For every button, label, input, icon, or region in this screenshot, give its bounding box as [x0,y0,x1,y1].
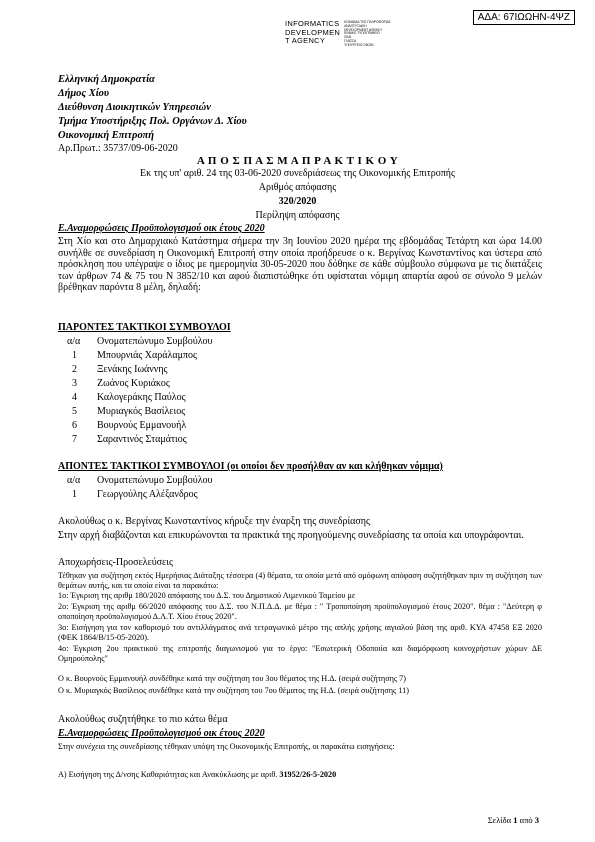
col-number-header: α/α [67,336,81,347]
col-number-header: α/α [67,475,81,486]
member-arrival-note: Ο κ. Βουρνούς Εμμανουήλ συνδέθηκε κατά την συζήτηση του 3ου θέματος της Η.Δ. (σειρά συζήτησης 7) [58,674,406,683]
member-name: Γεωργούλης Αλέξανδρος [97,489,198,500]
extra-agenda-item-4: 4ο: Έγκριση 2ου πρακτικού της επιτροπής διαγωνισμού για το έργο: "Εσωτερική Οδοποιία και διαμόρφωση κοινοχρήστων χώρων ΔΕ Ομηρούπολης" [58,644,542,663]
logo-subline: ΑΝΑΠΤΥΞΙΑΚΗ [344,23,367,28]
proposals-intro: Στην συνέχεια της συνεδρίασης τέθηκαν υπόψη της Οικονομικής Επιτροπής, οι παρακάτω εισηγήσεις: [58,742,395,751]
logo-subline: ΥΠΟΥΡΓΕΙΟ ΟΙΚΟΝ. [344,42,375,47]
row-number: 4 [72,392,77,403]
proposal-a-text: Α) Εισήγηση της Δ/νσης Καθαριότητας και Ανακύκλωσης με αριθ. [58,770,280,779]
decision-number: 320/2020 [278,196,317,207]
member-name: Καλογεράκης Παύλος [97,392,186,403]
logo-line: INFORMATICS [285,19,340,28]
session-opening: Ακολούθως ο κ. Βεργίνας Κωνσταντίνος κήρυξε την έναρξη της συνεδρίασης [58,516,370,527]
session-line: Εκ της υπ' αριθ. 24 της 03-06-2020 συνεδριάσεως της Οικονομικής Επιτροπής [140,168,455,179]
discussed-topic-subject: Ε.Αναμορφώσεις Προϋπολογισμού οικ έτους 2020 [58,728,265,739]
discussed-topic-label: Ακολούθως συζητήθηκε το πιο κάτω θέμα [58,714,228,725]
page-of: από [519,815,533,825]
col-name-header: Ονοματεπώνυμο Συμβούλου [97,336,213,347]
present-members-heading: ΠΑΡΟΝΤΕΣ ΤΑΚΤΙΚΟΙ ΣΥΜΒΟΥΛΟΙ [58,322,231,333]
row-number: 3 [72,378,77,389]
extra-agenda-item-3: 3ο: Εισήγηση για τον καθορισμό του αντιλλάγματος ανά τετραγωνικό μέτρο της απλής χρήσης αιγιαλού βάση της αριθ. ΚΥΑ 47458 ΕΞ 2020 (ΦΕΚ 1864/Β/15-05-2020). [58,623,542,642]
summary-label: Περίληψη απόφασης [255,210,340,221]
departures-arrivals-label: Αποχωρήσεις-Προσελεύσεις [58,557,173,568]
absent-members-heading: ΑΠΟΝΤΕΣ ΤΑΚΤΙΚΟΙ ΣΥΜΒΟΥΛΟΙ (οι οποίοι δεν προσήλθαν αν και κλήθηκαν νόμιμα) [58,461,443,472]
col-name-header: Ονοματεπώνυμο Συμβούλου [97,475,213,486]
logo-subline: ΓΛΩΣΣΑ [344,38,357,43]
row-number: 1 [72,489,77,500]
header-directorate: Διεύθυνση Διοικητικών Υπηρεσιών [58,102,211,113]
row-number: 2 [72,364,77,375]
extra-agenda-intro: Τέθηκαν για συζήτηση εκτός Ημερήσιας Διάταξης τέσσερα (4) θέματα, τα οποία μετά από ομόφωνη απόφαση συζητήθηκαν πριν τη συζήτηση των θεμάτων αυτής, και τα οποία είναι τα παρακάτω: [58,571,542,590]
ada-code: ΑΔΑ: 67ΙΩΩΗΝ-4ΨΖ [473,10,575,25]
member-name: Μπουρνιάς Χαράλαμπος [97,350,197,361]
logo-subline: ΣΚΑΙ [344,35,352,40]
extra-agenda-item-1: 1ο: Έγκριση της αριθμ 180/2020 απόφασης του Δ.Σ. του Δημοτικού Λιμενικού Ταμείου με [58,591,356,600]
header-republic: Ελληνική Δημοκρατία [58,74,155,85]
decision-subject: Ε.Αναμορφώσεις Προϋπολογισμού οικ έτους 2020 [58,223,265,234]
intro-paragraph: Στη Χίο και στο Δημαρχιακό Κατάστημα σήμερα την 3η Ιουνίου 2020 ημέρα της εβδομάδας Τετάρτη και ώρα 14.00 συνήλθε σε συνεδρίαση η Οικονομική Επιτροπή στην οποία προήδρευσε ο κ. Βεργίνας Κωνσταντίνος και ύστερα από πρόσκληση που υπέγραψε ο ίδιος με ημερομηνία 30-05-2020 που δόθηκε σε κάθε σύμβουλο σύμφωνα με τις διατάξεις των άρθρων 74 & 75 του Ν 3852/10 και αφού διαπιστώθηκε ότι υφίσταται νόμιμη απαρτία αφού σε σύνολο 9 μελών βρέθηκαν παρόντα 8 μέλη, δηλαδή: [58,236,542,294]
header-committee: Οικονομική Επιτροπή [58,130,155,141]
logo-line: DEVELOPMEN [285,27,341,37]
member-name: Βουρνούς Εμμανουήλ [97,420,187,431]
page-number: 1 [513,815,518,825]
logo-subline: ΕΘΝΙΚΟ ΤΥΠΟΓΡΑΦΕΙΟ [344,31,380,36]
header-department: Τμήμα Υποστήριξης Πολ. Οργάνων Δ. Χίου [58,116,247,127]
member-name: Ξενάκης Ιωάννης [97,364,168,375]
document-title: Α Π Ο Σ Π Α Σ Μ Α Π Ρ Α Κ Τ Ι Κ Ο Υ [196,155,399,167]
member-name: Μυριαγκός Βασίλειος [97,406,186,417]
row-number: 1 [72,350,77,361]
proposal-a-reference: 31952/26-5-2020 [279,770,337,779]
header-municipality: Δήμος Χίου [58,88,110,99]
member-arrival-note: Ο κ. Μυριαγκός Βασίλειος συνδέθηκε κατά την συζήτηση του 7ου θέματος της Η.Δ. (σειρά συζήτησης 11) [58,686,409,695]
informatics-agency-logo [285,20,391,48]
page-label: Σελίδα [487,815,512,825]
row-number: 6 [72,420,77,431]
logo-subline: ΚΟΙΝΩΝΙΑ ΤΗΣ ΠΛΗΡΟΦΟΡΙΑΣ [344,20,391,24]
member-name: Σαραντινός Σταμάτιος [97,434,187,445]
page-footer [488,815,539,825]
page-total: 3 [534,815,539,825]
minutes-approval: Στην αρχή διαβάζονται και επικυρώνονται τα πρακτικά της προηγούμενης συνεδρίασης τα οποία και υπογράφονται. [58,530,524,541]
row-number: 5 [72,406,77,417]
logo-subline: DEVELOPMENT AGENCY [344,27,383,32]
decision-label: Αριθμός απόφασης [258,182,337,193]
member-name: Ζωάνος Κυριάκος [97,378,170,389]
logo-line: T AGENCY [285,36,326,45]
extra-agenda-item-2: 2ο: Έγκριση της αριθμ 66/2020 απόφασης του Δ.Σ. του Ν.Π.Δ.Δ. με θέμα : " Τροποποίηση προϋπολογισμού έτους 2020". θέμα : "Δεύτερη φ οποποίηση προϋπολογισμού Δ.Λ.Τ. Χίου έτους 2020". [58,602,542,621]
row-number: 7 [72,434,77,445]
proposal-a [58,770,336,780]
protocol-number: Αρ.Πρωτ.: 35737/09-06-2020 [58,143,178,154]
